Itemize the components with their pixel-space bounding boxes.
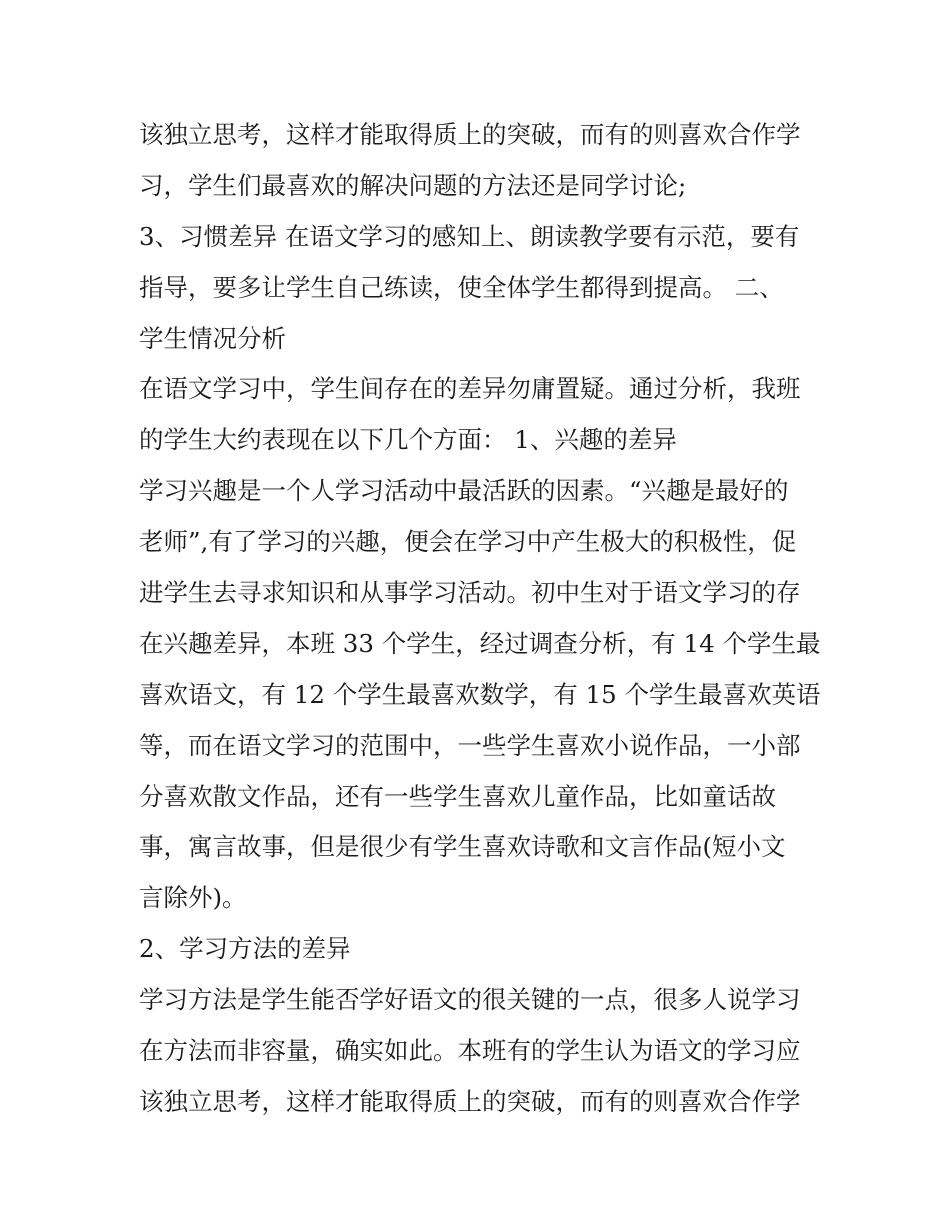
text-line: 学习方法是学生能否学好语文的很关键的一点，很多人说学习 <box>139 985 801 1015</box>
section-heading: 2、学习方法的差异 <box>139 934 351 964</box>
text-line: 言除外)。 <box>139 883 247 913</box>
text-line: 分喜欢散文作品，还有一些学生喜欢儿童作品，比如童话故 <box>139 781 776 811</box>
text-line: 学习兴趣是一个人学习活动中最活跃的因素。“兴趣是最好的 <box>139 476 789 506</box>
text-line: 进学生去寻求知识和从事学习活动。初中生对于语文学习的存 <box>139 578 801 608</box>
text-line: 等，而在语文学习的范围中，一些学生喜欢小说作品，一小部 <box>139 730 801 760</box>
text-line: 在方法而非容量，确实如此。本班有的学生认为语文的学习应 <box>139 1036 801 1066</box>
text-line: 该独立思考，这样才能取得质上的突破，而有的则喜欢合作学 <box>139 120 801 149</box>
document-body <box>139 110 829 1128</box>
text-line: 习，学生们最喜欢的解决问题的方法还是同学讨论; <box>139 170 687 200</box>
section-heading: 学生情况分析 <box>139 323 286 353</box>
text-line: 老师”,有了学习的兴趣，便会在学习中产生极大的积极性，促 <box>139 527 797 557</box>
text-line: 该独立思考，这样才能取得质上的突破，而有的则喜欢合作学 <box>139 1086 801 1116</box>
text-line: 喜欢语文，有 12 个学生最喜欢数学，有 15 个学生最喜欢英语 <box>139 679 821 709</box>
text-line: 事，寓言故事，但是很少有学生喜欢诗歌和文言作品(短小文 <box>139 832 786 862</box>
text-line: 在兴趣差异，本班 33 个学生，经过调查分析，有 14 个学生最 <box>139 628 821 658</box>
text-line: 在语文学习中，学生间存在的差异勿庸置疑。通过分析，我班 <box>139 374 801 404</box>
text-line: 指导，要多让学生自己练读，使全体学生都得到提高。 二、 <box>139 272 784 302</box>
text-line: 3、习惯差异 在语文学习的感知上、朗读教学要有示范，要有 <box>139 221 800 251</box>
text-line: 的学生大约表现在以下几个方面： 1、兴趣的差异 <box>139 425 677 455</box>
